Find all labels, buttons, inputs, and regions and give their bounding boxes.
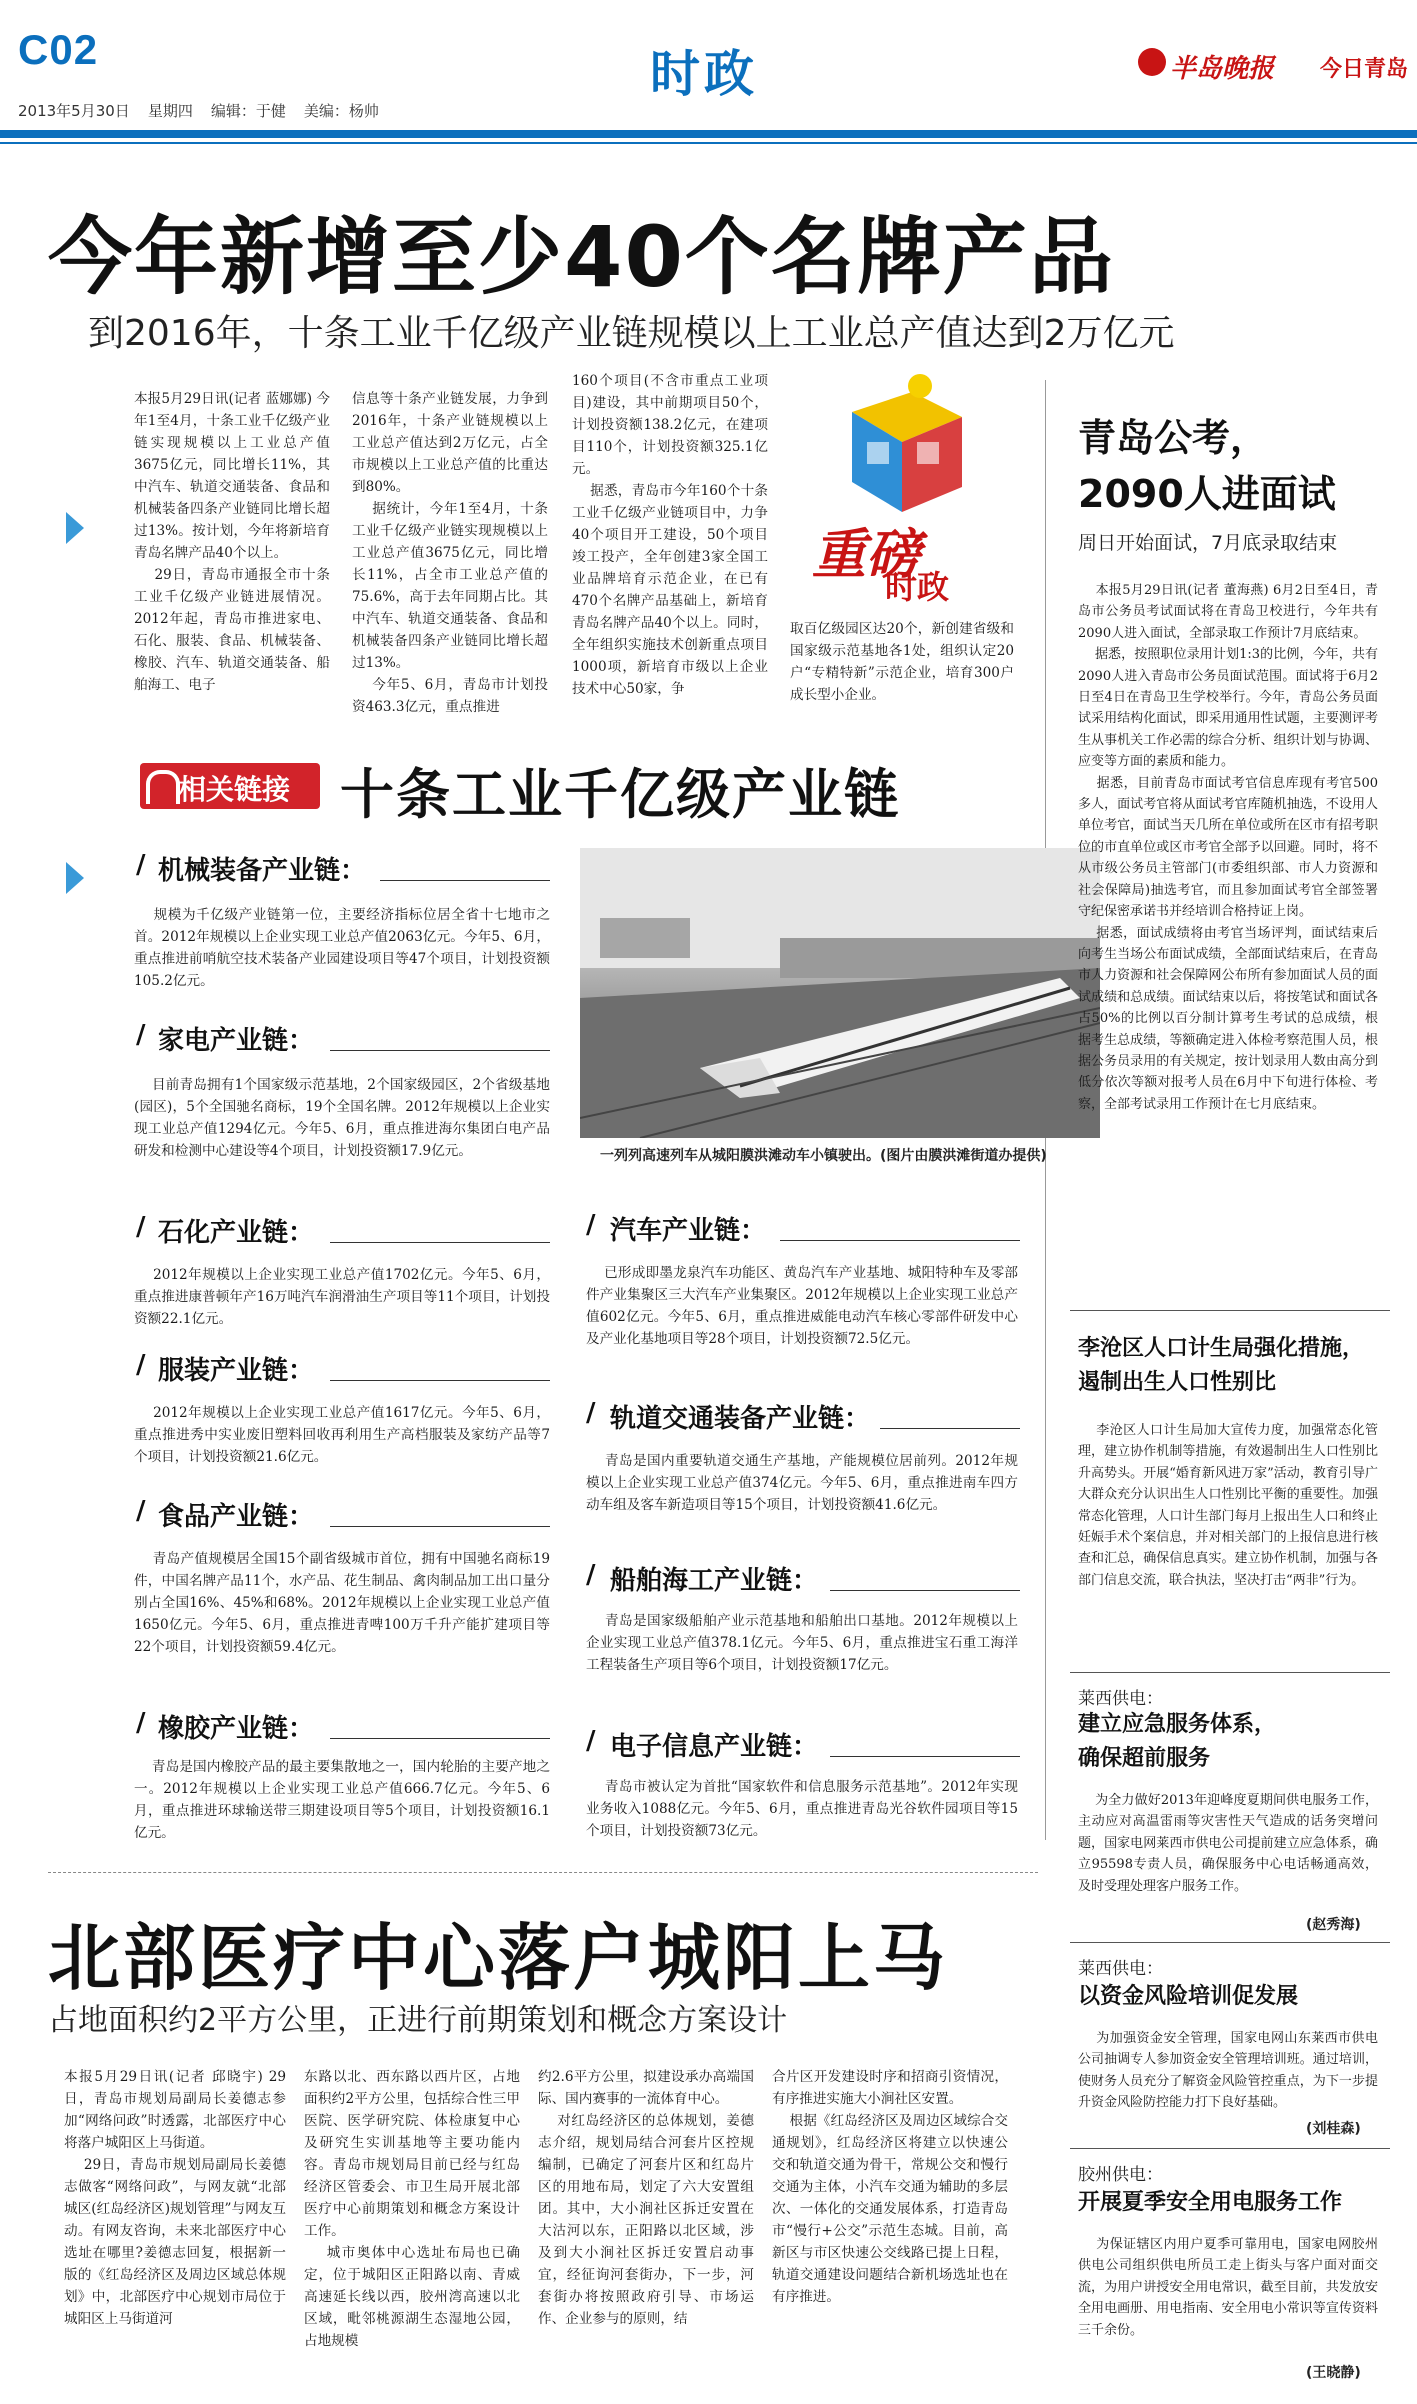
subhead-tick: / xyxy=(136,1020,146,1050)
subhead-tick: / xyxy=(136,850,146,880)
second-headline: 北部医疗中心落户城阳上马 xyxy=(48,1916,949,2000)
subhead-rule xyxy=(880,1428,1020,1429)
second-subheadline: 占地面积约2平方公里，正进行前期策划和概念方案设计 xyxy=(48,2003,788,2038)
lead-subheadline: 到2016年，十条工业千亿级产业链规模以上工业总产值达到2万亿元 xyxy=(88,313,1175,354)
sidebar-story2-title-line2: 遏制出生人口性别比 xyxy=(1078,1370,1277,1395)
subhead-tick: / xyxy=(136,1708,146,1738)
sidebar-divider xyxy=(1070,1942,1390,1943)
section-rubber: 青岛是国内橡胶产品的最主要集散地之一，国内轮胎的主要产地之一。2012年规模以上企业实现工业总产值666.7亿元。今年5、6月，重点推进环球输送带三期建设项目等5个项目，计划投资额16.1亿元。 xyxy=(134,1759,550,1841)
editor-credit: 编辑：于健 xyxy=(210,102,286,120)
section-machinery: 规模为千亿级产业链第一位，主要经济指标位居全省十七地市之首。2012年规模以上企业实现工业总产值2063亿元。今年5、6月，重点推进前哨航空技术装备产业园建设项目等47个项目，计划投资额105.2亿元。 xyxy=(134,907,550,989)
sidebar-story3-body: 为全力做好2013年迎峰度夏期间供电服务工作，主动应对高温雷雨等灾害性天气造成的话务突增问题，国家电网莱西市供电公司提前建立应急体系，确立95598专责人员，确保服务中心电话畅通高效，及时受理处理客户服务工作。 xyxy=(1078,1793,1378,1894)
sidebar-story2-title-line1: 李沧区人口计生局强化措施， xyxy=(1078,1336,1365,1361)
subhead-rule xyxy=(830,1756,1020,1757)
lead-headline: 今年新增至少40个名牌产品 xyxy=(48,208,1115,306)
sidebar-divider xyxy=(1070,1672,1390,1673)
lead-column-1: 本报5月29日讯(记者 蓝娜娜) 今年1至4月，十条工业千亿级产业链实现规模以上工业总产值3675亿元，同比增长11%，其中汽车、轨道交通装备、食品和机械装备四条产业链同比增长超过13%。按计划，今年将新培育青岛名牌产品40个以上。 29日，青岛市通报全市十条工业千亿级产业链进展情况。2012年起，青岛市推进家电、石化、服装、食品、机械装备、橡胶、汽车、轨道交通装备、船舶海工、电子 xyxy=(134,391,330,693)
subhead-tick: / xyxy=(586,1398,596,1428)
page-meta xyxy=(18,100,397,121)
designer-credit: 美编：杨帅 xyxy=(303,102,379,120)
sidebar-story5-byline: (王晓静) xyxy=(1306,2365,1361,2381)
brand-name: 半岛晚报 xyxy=(1170,54,1275,84)
related-title: 十条工业千亿级产业链 xyxy=(340,763,900,826)
brand-logo xyxy=(1138,48,1166,76)
subhead-food: 食品产业链： xyxy=(158,1502,315,1532)
sidebar-story1-title xyxy=(1078,410,1336,522)
section-shipbuilding: 青岛是国家级船舶产业示范基地和船舶出口基地。2012年规模以上企业实现工业总产值378.1亿元。今年5、6月，重点推进宝石重工海洋工程装备生产项目等6个项目，计划投资额17亿元。 xyxy=(586,1613,1018,1673)
section-apparel: 2012年规模以上企业实现工业总产值1617亿元。今年5、6月，重点推进秀中实业废旧塑料回收再利用生产高档服装及家纺产品等7个项目，计划投资额21.6亿元。 xyxy=(134,1405,550,1465)
subhead-shipbuilding: 船舶海工产业链： xyxy=(610,1566,819,1596)
subhead-apparel: 服装产业链： xyxy=(158,1356,315,1386)
sidebar-story5-kicker: 胶州供电： xyxy=(1078,2165,1163,2185)
sidebar-story3-title-line1: 建立应急服务体系， xyxy=(1078,1712,1277,1737)
sidebar-story3-kicker: 莱西供电： xyxy=(1078,1689,1163,1709)
sidebar-story3-byline: (赵秀海) xyxy=(1306,1917,1361,1933)
subhead-appliance: 家电产业链： xyxy=(158,1026,315,1056)
subhead-auto: 汽车产业链： xyxy=(610,1216,767,1246)
subhead-tick: / xyxy=(136,1496,146,1526)
second-column-4: 合片区开发建设时序和招商引资情况，有序推进实施大小涧社区安置。 根据《红岛经济区及周边区域综合交通规划》，红岛经济区将建立以快速公交和轨道交通为骨干，常规公交和慢行交通为主体，小汽车交通为辅助的多层次、一体化的交通发展体系，打造青岛市“慢行+公交”示范生态城。目前，高新区与市区快速公交线路已提上日程，轨道交通建设问题结合新机场选址也在有序推进。 xyxy=(772,2069,1008,2305)
header-rule xyxy=(0,130,1417,138)
sidebar-story1-title-line2: 2090人进面试 xyxy=(1078,472,1336,516)
sidebar-story3-title-line2: 确保超前服务 xyxy=(1078,1746,1211,1771)
section-electronics: 青岛市被认定为首批“国家软件和信息服务示范基地”。2012年实现业务收入1088亿元。今年5、6月，重点推进青岛光谷软件园项目等15个项目，计划投资额73亿元。 xyxy=(586,1779,1018,1839)
sidebar-story4-body: 为加强资金安全管理，国家电网山东莱西市供电公司抽调专人参加资金安全管理培训班。通过培训，使财务人员充分了解资金风险管控重点，为下一步提升资金风险防控能力打下良好基础。 xyxy=(1078,2031,1378,2111)
sidebar-story1-body: 本报5月29日讯(记者 董海燕) 6月2日至4日，青岛市公务员考试面试将在青岛卫校进行，今年共有2090人进入面试，全部录取工作预计7月底结束。 据悉，按照职位录用计划1:3的比例，今年，共有2090人进入青岛市公务员面试范围。面试将于6月2日至4日在青岛卫生学校举行。今年，青岛公务员面试采用结构化面试，即采用通用性试题，主要测评考生从事机关工作必需的综合分析、组织计划与协调、应变等方面的素质和能力。 据悉，目前青岛市面试考官信息库现有考官500多人，面试考官将从面试考官库随机抽选，不设用人单位考官，面试当天几所在单位或所在区市有招考职位的市直单位或区市考官全部予以回避。同时，将不从市级公务员主管部门(市委组织部、市人力资源和社会保障局)抽选考官，而且参加面试考官全部签署守纪保密承诺书并经培训合格持证上岗。 据悉，面试成绩将由考官当场评判，面试结束后向考生当场公布面试成绩，全部面试结束后，在青岛市人力资源和社会保障网公布所有参加面试人员的面试成绩和总成绩。面试结束以后，将按笔试和面试各占50%的比例以百分制计算考生考试的总成绩，根据考生总成绩，等额确定进入体检考察范围人员，根据公务员录用的有关规定，按计划录用人数由高分到低分依次等额对报考人员在6月中下旬进行体检、考察，全部考试录用工作预计在七月底结束。 xyxy=(1078,583,1378,1112)
section-rail: 青岛是国内重要轨道交通生产基地，产能规模位居前列。2012年规模以上企业实现工业总产值374亿元。今年5、6月，重点推进南车四方动车组及客车新造项目等15个项目，计划投资额41.6亿元。 xyxy=(586,1453,1018,1513)
sidebar-story4-byline: (刘桂森) xyxy=(1306,2121,1361,2137)
page-number: C02 xyxy=(18,26,99,73)
sidebar-story5-title: 开展夏季安全用电服务工作 xyxy=(1078,2190,1343,2215)
section-auto: 已形成即墨龙泉汽车功能区、黄岛汽车产业基地、城阳特种车及零部件产业集聚区三大汽车产业集聚区。2012年规模以上企业实现工业总产值602亿元。今年5、6月，重点推进威能电动汽车核心零部件研发中心及产业化基地项目等28个项目，计划投资额72.5亿元。 xyxy=(586,1265,1018,1347)
sidebar-story3-title xyxy=(1078,1708,1276,1776)
sidebar-story5-body: 为保证辖区内用户夏季可靠用电，国家电网胶州供电公司组织供电所员工走上街头与客户面对面交流，为用户讲授安全用电常识，截至目前，共发放安全用电画册、用电指南、安全用电小常识等宣传资料三千余份。 xyxy=(1078,2237,1378,2338)
story-divider xyxy=(48,1872,1038,1874)
subhead-tick: / xyxy=(586,1726,596,1756)
subhead-petrochem: 石化产业链： xyxy=(158,1218,315,1248)
heavy-label-2: 时政 xyxy=(885,568,950,606)
section-food: 青岛产值规模居全国15个副省级城市首位，拥有中国驰名商标19件，中国名牌产品11个，水产品、花生制品、禽肉制品加工出口量分别占全国16%、45%和68%。2012年规模以上企业实现工业总产值1650亿元。今年5、6月，重点推进青啤100万千升产能扩建项目等22个项目，计划投资额59.4亿元。 xyxy=(134,1551,550,1655)
issue-date: 2013年5月30日 xyxy=(18,102,130,120)
subhead-tick: / xyxy=(136,1350,146,1380)
subhead-machinery: 机械装备产业链： xyxy=(158,856,367,886)
lead-column-4: 取百亿级园区达20个，新创建省级和国家级示范基地各1处，组织认定20户“专精特新”示范企业，培育300户成长型小企业。 xyxy=(790,621,1014,703)
subhead-rule xyxy=(330,1526,550,1527)
subhead-rule xyxy=(330,1380,550,1381)
subhead-rule xyxy=(330,1242,550,1243)
subhead-rule xyxy=(380,880,550,881)
sidebar-divider xyxy=(1070,2148,1390,2149)
sidebar-story4-title: 以资金风险培训促发展 xyxy=(1078,1984,1299,2009)
sidebar-story1-title-line1: 青岛公考， xyxy=(1078,416,1269,460)
sidebar-divider xyxy=(1070,1310,1390,1311)
issue-weekday: 星期四 xyxy=(147,102,193,120)
heavy-label-1: 重磅 xyxy=(812,523,920,586)
section-title: 时政 xyxy=(650,45,758,103)
subhead-tick: / xyxy=(586,1210,596,1240)
photo-caption: 一列列高速列车从城阳膜洪滩动车小镇驶出。(图片由膜洪滩街道办提供) xyxy=(600,1148,1047,1164)
section-marker xyxy=(66,512,84,544)
section-petrochem: 2012年规模以上企业实现工业总产值1702亿元。今年5、6月，重点推进康普顿年产16万吨汽车润滑油生产项目等11个项目，计划投资额22.1亿元。 xyxy=(134,1267,550,1327)
sidebar-story2-body: 李沧区人口计生局加大宣传力度，加强常态化管理，建立协作机制等措施，有效遏制出生人口性别比升高势头。开展“婚育新风进万家”活动，教育引导广大群众充分认识出生人口性别比平衡的重要性。加强常态化管理，人口计生部门每月上报出生人口和终止妊娠手术个案信息，并对相关部门的上报信息进行核查和汇总，确保信息真实。建立协作机制，加强与各部门信息交流，联合执法，坚决打击“两非”行为。 xyxy=(1078,1423,1378,1588)
train-image xyxy=(580,848,1100,1138)
subhead-rubber: 橡胶产业链： xyxy=(158,1714,315,1744)
subhead-rule xyxy=(330,1050,550,1051)
train-photo xyxy=(580,848,1100,1138)
second-column-3: 约2.6平方公里，拟建设承办高端国际、国内赛事的一流体育中心。 对红岛经济区的总体规划，姜德志介绍，规划局结合河套片区控规编制，已确定了河套片区和红岛片区的用地布局，划定了六大安置组团。其中，大小涧社区拆迁安置在大沽河以东，正阳路以北区域，涉及到大小涧社区拆迁安置启动事宜，经征询河套街办，下一步，河套街办将按照政府引导、市场运作、企业参与的原则，结 xyxy=(538,2069,754,2327)
section-marker xyxy=(66,862,84,894)
subhead-tick: / xyxy=(136,1212,146,1242)
second-column-2: 东路以北、西东路以西片区，占地面积约2平方公里，包括综合性三甲医院、医学研究院、体检康复中心及研究生实训基地等主要功能内容。青岛市规划局目前已经与红岛经济区管委会、市卫生局开展北部医疗中心前期策划和概念方案设计工作。 城市奥体中心选址布局也已确定，位于城阳区正阳路以南、青威高速延长线以西，胶州湾高速以北区域，毗邻桃源湖生态湿地公园，占地规模 xyxy=(304,2069,520,2349)
related-badge-label: 相关链接 xyxy=(178,773,291,806)
subhead-rail: 轨道交通装备产业链： xyxy=(610,1404,871,1434)
header-rule-thin xyxy=(0,142,1417,144)
sidebar-story4-kicker: 莱西供电： xyxy=(1078,1959,1163,1979)
link-icon xyxy=(146,770,180,804)
second-column-1: 本报5月29日讯(记者 邱晓宇) 29日，青岛市规划局副局长姜德志参加“网络问政”时透露，北部医疗中心将落户城阳区上马街道。 29日，青岛市规划局副局长姜德志做客“网络问政”，与网友就“北部城区(红岛经济区)规划管理”与网友互动。有网友咨询，未来北部医疗中心选址在哪里?姜德志回复，根据新一版的《红岛经济区及周边区域总体规划》中，北部医疗中心规划市局位于城阳区上马街道河 xyxy=(64,2069,287,2327)
sidebar-story1-subtitle: 周日开始面试，7月底录取结束 xyxy=(1078,532,1338,554)
lead-column-2: 信息等十条产业链发展，力争到2016年，十条产业链规模以上工业总产值达到2万亿元，占全市规模以上工业总产值的比重达到80%。 据统计，今年1至4月，十条工业千亿级产业链实现规模以上工业总产值3675亿元，同比增长11%，占全市工业总产值的75.6%，高于去年同期占比。其中汽车、轨道交通装备、食品和机械装备四条产业链同比增长超过13%。 今年5、6月，青岛市计划投资463.3亿元，重点推进 xyxy=(352,391,548,715)
section-appliance: 目前青岛拥有1个国家级示范基地，2个国家级园区，2个省级基地(园区)，5个全国驰名商标，19个全国名牌。2012年规模以上企业实现工业总产值1294亿元。今年5、6月，重点推进海尔集团白电产品研发和检测中心建设等4个项目，计划投资额17.9亿元。 xyxy=(134,1077,550,1159)
sidebar-story2-title xyxy=(1078,1332,1364,1400)
lead-column-3: 160个项目(不含市重点工业项目)建设，其中前期项目50个，计划投资额138.2亿元，在建项目110个，计划投资额325.1亿元。 据悉，青岛市今年160个十条工业千亿级产业链项目中，力争40个项目开工建设，50个项目竣工投产，全年创建3家全国工业品牌培育示范企业，在已有470个名牌产品基础上，新培育青岛名牌产品40个以上。同时，全年组织实施技术创新重点项目1000项，新培育市级以上企业技术中心50家，争 xyxy=(572,373,768,697)
brand-subtitle: 今日青岛 xyxy=(1320,57,1409,82)
subhead-rule xyxy=(780,1240,1020,1241)
subhead-electronics: 电子信息产业链： xyxy=(610,1732,819,1762)
subhead-rule xyxy=(830,1590,1020,1591)
subhead-tick: / xyxy=(586,1560,596,1590)
subhead-rule xyxy=(330,1738,550,1739)
